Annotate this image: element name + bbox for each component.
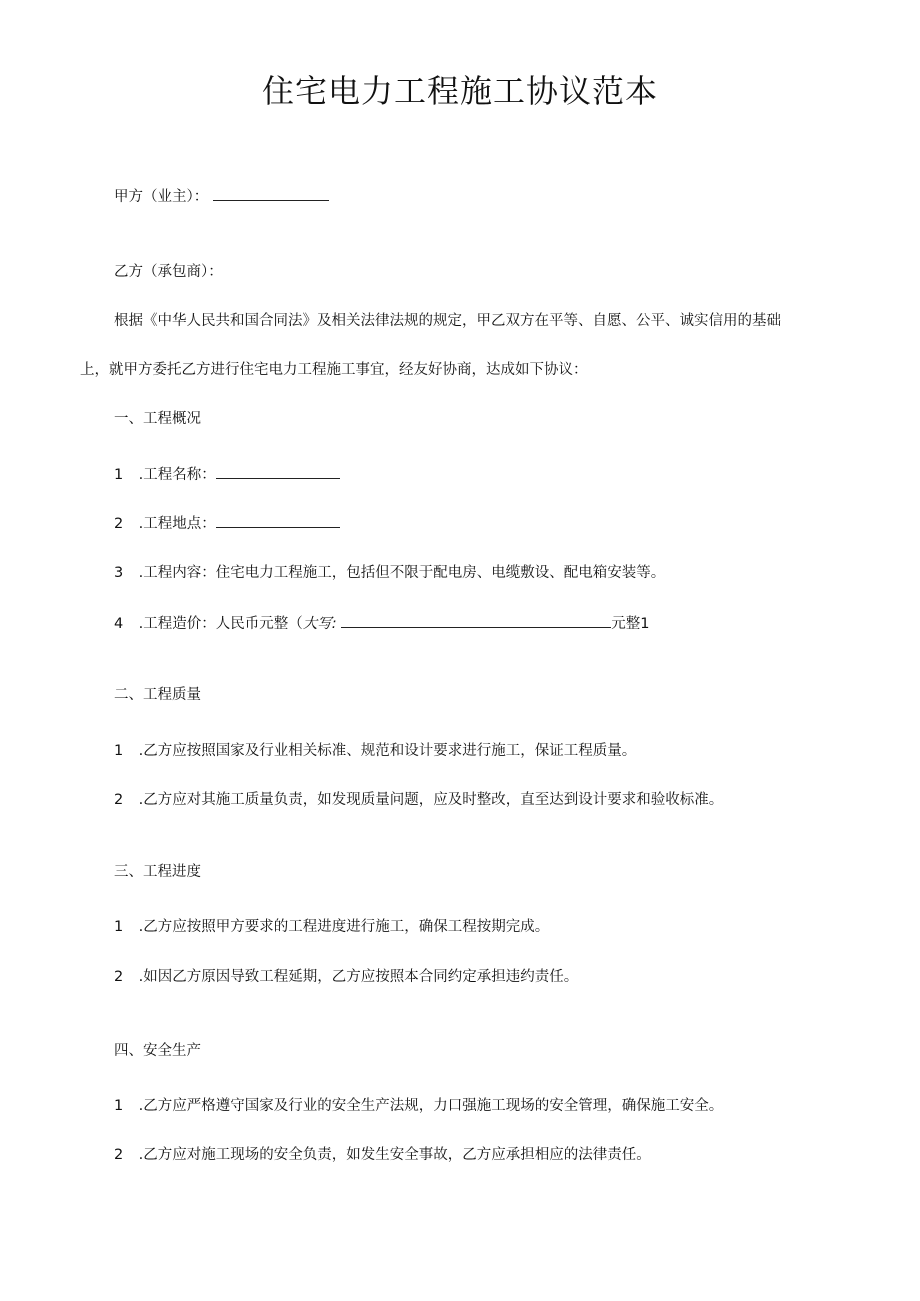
party-a-label: 甲方（业主）：	[114, 189, 209, 205]
project-name-blank[interactable]	[216, 464, 340, 479]
list-item	[114, 1096, 723, 1116]
item-text: .乙方应严格遵守国家及行业的安全生产法规，力口强施工现场的安全管理，确保施工安全。	[138, 1098, 724, 1114]
section-heading-safety: 四、安全生产	[114, 1043, 201, 1059]
list-item	[114, 464, 340, 485]
list-item	[114, 513, 340, 534]
document-title: 住宅电力工程施工协议范本	[261, 72, 658, 110]
item-text: .如因乙方原因导致工程延期，乙方应按照本合同约定承担违约责任。	[138, 969, 579, 985]
party-a-blank[interactable]	[213, 186, 329, 201]
item-number: 1	[114, 743, 124, 759]
item-text: .工程名称：	[138, 467, 216, 483]
item-number: 1	[114, 1098, 124, 1114]
party-b-label: 乙方（承包商）：	[114, 264, 223, 280]
item-text: .工程内容：住宅电力工程施工，包括但不限于配电房、电缆敷设、配电箱安装等。	[138, 565, 666, 581]
item-number: 1	[114, 919, 124, 935]
list-item	[114, 563, 665, 583]
item-tail-text: 元整1	[611, 616, 650, 632]
item-text: .工程地点：	[138, 516, 216, 532]
item-text: .乙方应按照甲方要求的工程进度进行施工，确保工程按期完成。	[138, 919, 550, 935]
item-number: 4	[114, 616, 124, 632]
section-heading-schedule: 三、工程进度	[114, 864, 201, 880]
list-item	[114, 1145, 651, 1165]
item-number: 1	[114, 467, 124, 483]
item-number: 2	[114, 792, 124, 808]
list-item	[114, 967, 578, 987]
capital-amount-label: 大写:	[302, 616, 337, 632]
list-item	[114, 790, 723, 810]
item-text: .工程造价：人民币元整（	[138, 616, 303, 632]
item-number: 3	[114, 565, 124, 581]
item-number: 2	[114, 516, 124, 532]
list-item	[114, 741, 636, 761]
intro-line-2: 上，就甲方委托乙方进行住宅电力工程施工事宜，经友好协商，达成如下协议：	[80, 362, 588, 378]
project-location-blank[interactable]	[216, 513, 340, 528]
list-item	[114, 917, 549, 937]
party-b-line	[114, 262, 223, 282]
section-heading-overview: 一、工程概况	[114, 411, 201, 427]
item-text: .乙方应对施工现场的安全负责，如发生安全事故，乙方应承担相应的法律责任。	[138, 1147, 651, 1163]
section-heading-quality: 二、工程质量	[114, 687, 201, 703]
item-number: 2	[114, 969, 124, 985]
party-a-line	[114, 186, 329, 207]
capital-amount-blank[interactable]	[341, 613, 611, 628]
item-text: .乙方应按照国家及行业相关标准、规范和设计要求进行施工，保证工程质量。	[138, 743, 637, 759]
item-number: 2	[114, 1147, 124, 1163]
item-text: .乙方应对其施工质量负责，如发现质量问题，应及时整改，直至达到设计要求和验收标准。	[138, 792, 724, 808]
intro-line-1: 根据《中华人民共和国合同法》及相关法律法规的规定，甲乙双方在平等、自愿、公平、诚实信用的基础	[114, 313, 781, 329]
list-item	[114, 613, 649, 634]
